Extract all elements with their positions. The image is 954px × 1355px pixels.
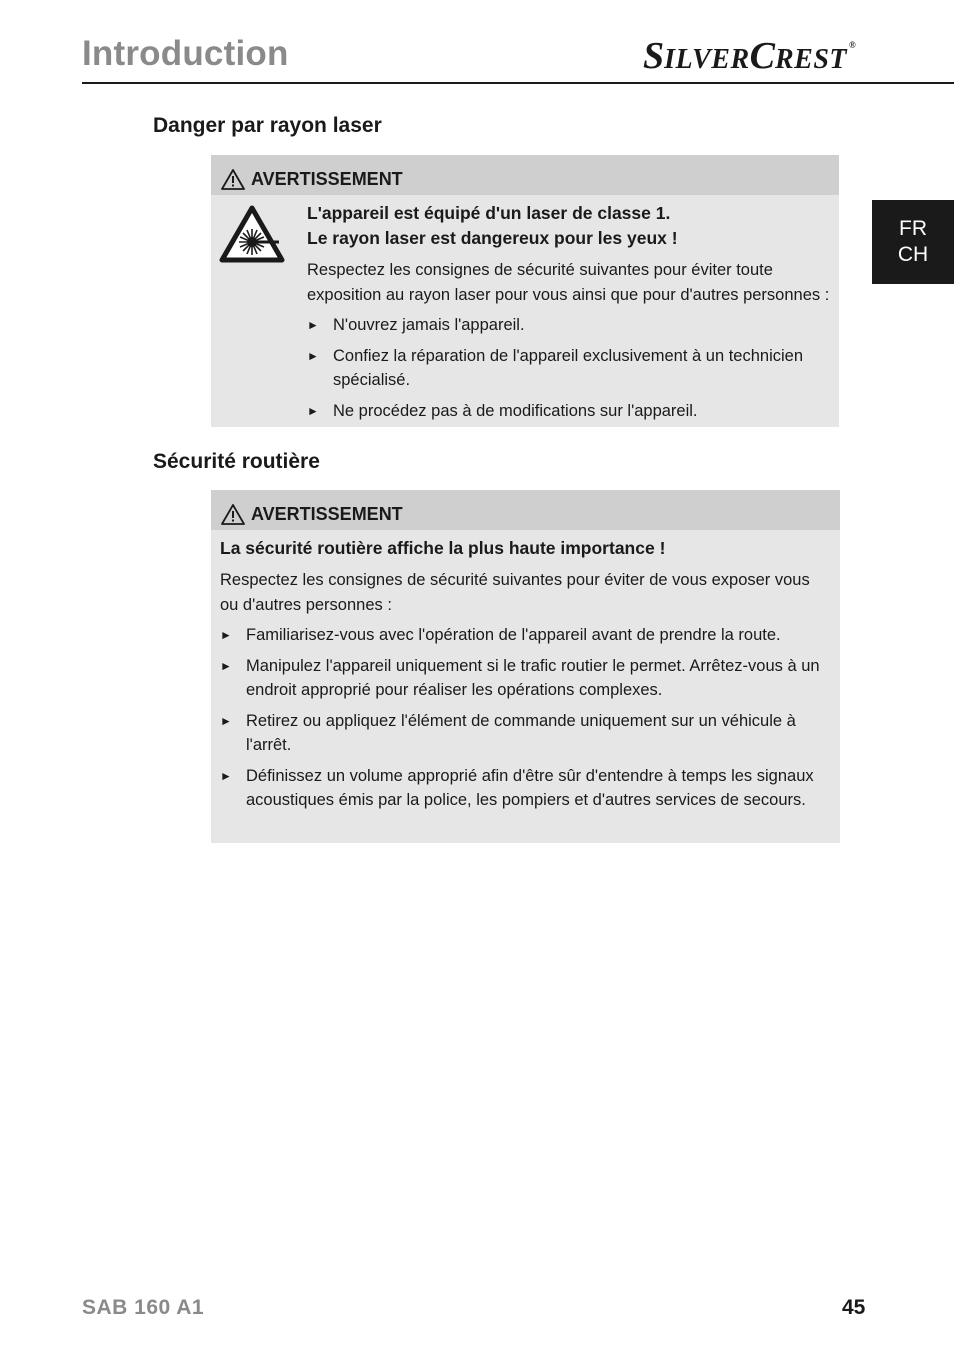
page-number: 45	[842, 1296, 866, 1319]
section-title-laser: Danger par rayon laser	[153, 114, 382, 137]
arrow-bullet-icon: ►	[220, 768, 232, 783]
header-divider	[82, 82, 954, 84]
arrow-bullet-icon: ►	[220, 658, 232, 673]
list-item: ► Manipulez l'appareil uniquement si le trafic routier le permet. Arrêtez-vous à un endroit approprié pour réaliser les opérations complexes.	[220, 654, 832, 703]
laser-warning-content	[307, 201, 831, 423]
laser-hazard-icon	[219, 205, 285, 263]
warning-bold-line: Le rayon laser est dangereux pour les yeux !	[307, 228, 678, 248]
warning-bullet-list	[307, 313, 831, 423]
arrow-bullet-icon: ►	[307, 318, 319, 332]
laser-warning-box	[211, 155, 839, 427]
warning-bullet-list	[220, 623, 832, 813]
list-item: ► Familiarisez-vous avec l'opération de l'appareil avant de prendre la route.	[220, 623, 832, 648]
language-tab	[872, 200, 954, 284]
warning-header	[211, 155, 839, 195]
list-item: ► Confiez la réparation de l'appareil exclusivement à un technicien spécialisé.	[307, 344, 831, 393]
arrow-bullet-icon: ►	[220, 628, 232, 642]
warning-label: AVERTISSEMENT	[251, 503, 403, 524]
list-item: ► Définissez un volume approprié afin d'être sûr d'entendre à temps les signaux acoustiques émis par la police, les pompiers et d'autres services de secours.	[220, 764, 832, 813]
arrow-bullet-icon: ►	[307, 348, 319, 363]
warning-triangle-icon	[221, 169, 245, 190]
arrow-bullet-icon: ►	[220, 713, 232, 728]
language-code-fr: FR	[899, 217, 927, 240]
language-code-ch: CH	[897, 243, 929, 266]
list-item: ► Retirez ou appliquez l'élément de commande uniquement sur un véhicule à l'arrêt.	[220, 709, 832, 758]
page-title: Introduction	[82, 34, 289, 73]
warning-intro: Respectez les consignes de sécurité suivantes pour éviter de vous exposer vous ou d'autres personnes :	[220, 571, 810, 614]
model-number: SAB 160 A1	[82, 1296, 205, 1319]
warning-bold-line: La sécurité routière affiche la plus haute importance !	[220, 538, 666, 558]
brand-logo: SILVERCREST ®	[643, 35, 856, 77]
list-item: ► N'ouvrez jamais l'appareil.	[307, 313, 831, 338]
warning-intro: Respectez les consignes de sécurité suivantes pour éviter toute exposition au rayon laser pour vous ainsi que pour d'autres personnes :	[307, 261, 830, 304]
warning-triangle-icon	[221, 504, 245, 525]
arrow-bullet-icon: ►	[307, 403, 319, 418]
section-title-road-safety: Sécurité routière	[153, 450, 320, 473]
road-warning-content	[220, 536, 832, 813]
list-item: ► Ne procédez pas à de modifications sur l'appareil.	[307, 399, 831, 424]
warning-header	[211, 490, 840, 530]
warning-bold-line: L'appareil est équipé d'un laser de classe 1.	[307, 203, 671, 223]
road-warning-box	[211, 490, 840, 843]
warning-label: AVERTISSEMENT	[251, 168, 403, 189]
